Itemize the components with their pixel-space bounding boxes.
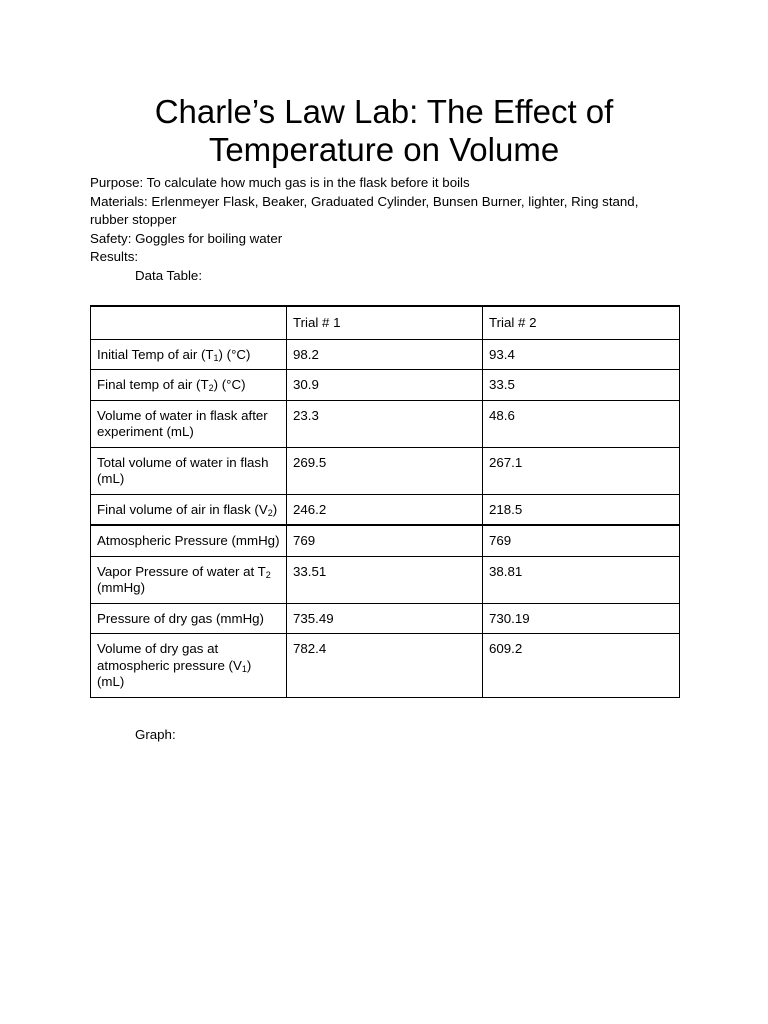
table-row [91, 603, 680, 634]
row-label: Total volume of water in flash (mL) [97, 454, 269, 486]
row-label: Atmospheric Pressure (mmHg) [97, 533, 280, 548]
row-label-subscript: 1 [241, 663, 247, 674]
trial1-value-cell: 735.49 [287, 603, 483, 634]
trial2-value-cell: 93.4 [483, 339, 680, 370]
row-label: Initial Temp of air (T [97, 346, 214, 362]
trial2-value-cell: 267.1 [483, 447, 680, 494]
table-header-cell [91, 306, 287, 339]
trial1-value-cell: 782.4 [287, 634, 483, 698]
row-label-cell [91, 603, 287, 634]
safety-text: Safety: Goggles for boiling water [90, 230, 283, 246]
trial2-value-cell: 33.5 [483, 370, 680, 401]
row-label-subscript: 2 [208, 383, 214, 393]
table-row [91, 400, 680, 447]
row-label-cell [91, 525, 287, 556]
purpose-text: Purpose: To calculate how much gas is in the flask before it boils [90, 175, 470, 190]
intro-section [90, 174, 680, 285]
row-label: Vapor Pressure of water at T [97, 563, 266, 579]
row-label-suffix: ) [272, 501, 278, 517]
trial1-value-cell: 246.2 [287, 494, 483, 525]
row-label-cell [91, 634, 287, 698]
row-label-subscript: 1 [213, 352, 219, 363]
row-label-suffix: ) (mL) [97, 657, 252, 689]
trial2-value-cell: 769 [483, 525, 680, 556]
row-label-subscript: 2 [265, 569, 271, 580]
materials-text: Materials: Erlenmeyer Flask, Beaker, Graduated Cylinder, Bunsen Burner, lighter, Ring stand, rubber stopper [90, 193, 639, 227]
trial1-value-cell: 98.2 [287, 339, 483, 370]
table-row [91, 525, 680, 556]
row-label-subscript: 2 [267, 507, 273, 518]
table-row [91, 634, 680, 698]
row-label: Final temp of air (T [97, 377, 209, 392]
trial1-value-cell: 33.51 [287, 556, 483, 603]
trial1-value-cell: 769 [287, 525, 483, 556]
title-line-2: Temperature on Volume [208, 131, 560, 168]
trial2-value-cell: 218.5 [483, 494, 680, 525]
table-row [91, 494, 680, 525]
row-label-suffix: ) (°C) [218, 346, 251, 362]
row-label-cell [91, 370, 287, 401]
table-header-cell: Trial # 1 [287, 306, 483, 339]
trial2-value-cell: 730.19 [483, 603, 680, 634]
table-row [91, 556, 680, 603]
row-label-cell [91, 556, 287, 603]
row-label: Volume of dry gas at atmospheric pressure (V [97, 641, 242, 673]
row-label: Pressure of dry gas (mmHg) [97, 610, 264, 626]
table-row [91, 339, 680, 370]
row-label-cell [91, 400, 287, 447]
row-label-cell [91, 447, 287, 494]
graph-label: Graph: [135, 727, 176, 742]
row-label-cell [91, 339, 287, 370]
table-row [91, 370, 680, 401]
title-line-1: Charle’s Law Lab: The Effect of [154, 93, 614, 130]
row-label-cell [91, 494, 287, 525]
trial2-value-cell: 48.6 [483, 400, 680, 447]
document-title [90, 93, 678, 169]
trial1-value-cell: 30.9 [287, 370, 483, 401]
trial2-value-cell: 609.2 [483, 634, 680, 698]
row-label: Volume of water in flask after experiment (mL) [97, 407, 268, 439]
table-header-row [91, 306, 680, 339]
results-heading: Results: [90, 249, 139, 264]
trial1-value-cell: 269.5 [287, 447, 483, 494]
trial1-value-cell: 23.3 [287, 400, 483, 447]
table-row [91, 447, 680, 494]
row-label-suffix: ) (°C) [213, 377, 246, 392]
data-table-label: Data Table: [135, 267, 203, 283]
table-header-cell: Trial # 2 [483, 306, 680, 339]
trial2-value-cell: 38.81 [483, 556, 680, 603]
row-label: Final volume of air in flask (V [97, 501, 268, 517]
data-table [90, 305, 680, 698]
row-label-suffix: (mmHg) [97, 580, 146, 595]
